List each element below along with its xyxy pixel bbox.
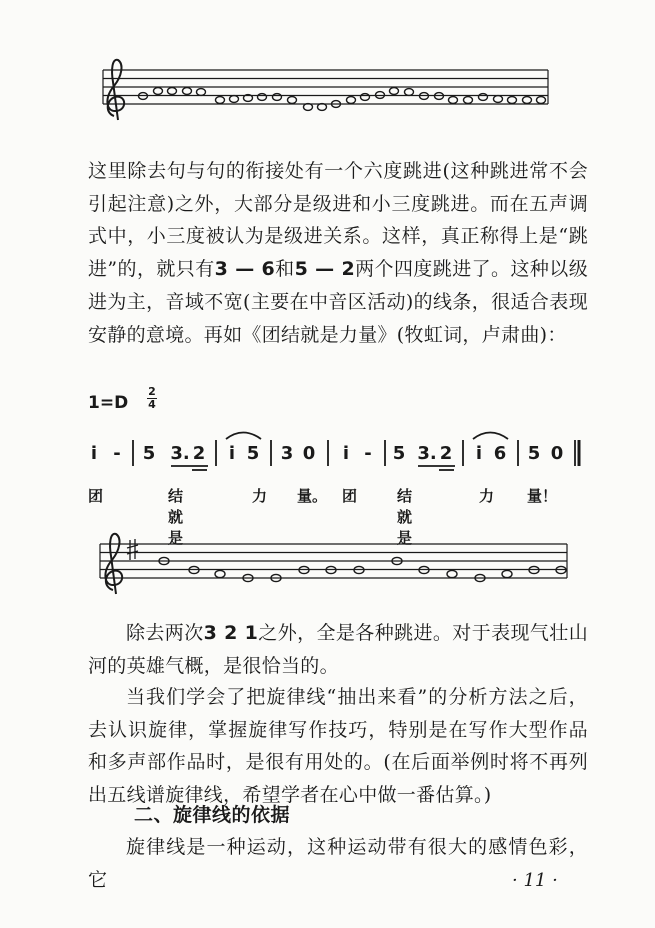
sharp-icon [127,539,138,560]
paragraph-1-text-b: 两个四度跳进了。这种以级进为主，音域不宽(主要在中音区活动)的线条，很适合表现安静的意境。再如《团结就是力量》(牧虹词，卢肃曲)： [88,258,588,346]
paragraph-2-text-a: 除去两次 [126,622,204,644]
section-heading: 二、旋律线的依据 [134,804,291,826]
note: 0 [302,443,316,464]
note: 5 [392,443,406,464]
paragraph-3: 当我们学会了把旋律线“抽出来看”的分析方法之后，去认识旋律，掌握旋律写作技巧，特别是在写作大型作品和多声部作品时，是很有用处的。(在后面举例时将不再列出五线谱旋律线，希望学者在心中做一番估算。) [88,686,588,807]
note: 2 [439,443,453,464]
note: 2 [192,443,206,464]
time-signature [146,386,158,411]
note: 5 [142,443,156,464]
treble-clef-icon [107,60,124,120]
note: 3. [170,443,190,464]
paragraph-4: 旋律线是一种运动，这种运动带有很大的感情色彩，它 [88,836,588,891]
note: 3 [280,443,294,464]
note: i [342,443,350,464]
meter-bottom: 4 [148,398,156,411]
note: - [113,443,121,464]
note: i [475,443,483,464]
paragraph-1-text-a: 这里除去句与句的衔接处有一个六度跳进(这种跳进常不会引起注意)之外，大部分是级进和小三度跳进。而在五声调式中，小三度被认为是级进关系。这样，真正称得上是“跳进”的，就只有 [88,160,588,281]
paragraph-2 [88,617,588,682]
interval-5-2: 5 — 2 [294,258,355,281]
note: - [364,443,372,464]
lyric: 结就是 [168,487,188,547]
paragraph-2-text-b: 之外，全是各种跳进。对于表现气壮山河的英雄气概，是很恰当的。 [88,622,589,677]
note: 0 [550,443,564,464]
lyric: 团 [88,487,104,505]
treble-clef-icon [105,534,122,594]
note: 3. [417,443,437,464]
note: 5 [527,443,541,464]
lyric: 力 [252,487,268,505]
page-number: · 11 · [512,870,558,891]
key-signature: 1=D [88,393,129,413]
note: 5 [246,443,260,464]
interval-3-6: 3 — 6 [214,258,276,281]
note: i [90,443,98,464]
meter-top: 2 [148,385,156,398]
notes-321: 3 2 1 [203,622,259,644]
lyric: 力 [479,487,495,505]
paragraph-1 [88,155,588,351]
lyric: 团 [342,487,358,505]
lyric: 量。 [297,487,328,505]
note: i [228,443,236,464]
note: 6 [493,443,507,464]
lyric: 结就是 [397,487,417,547]
lyric: 量！ [527,487,558,505]
staff-melody-line-1 [0,0,655,130]
conjunction-and: 和 [275,258,295,281]
